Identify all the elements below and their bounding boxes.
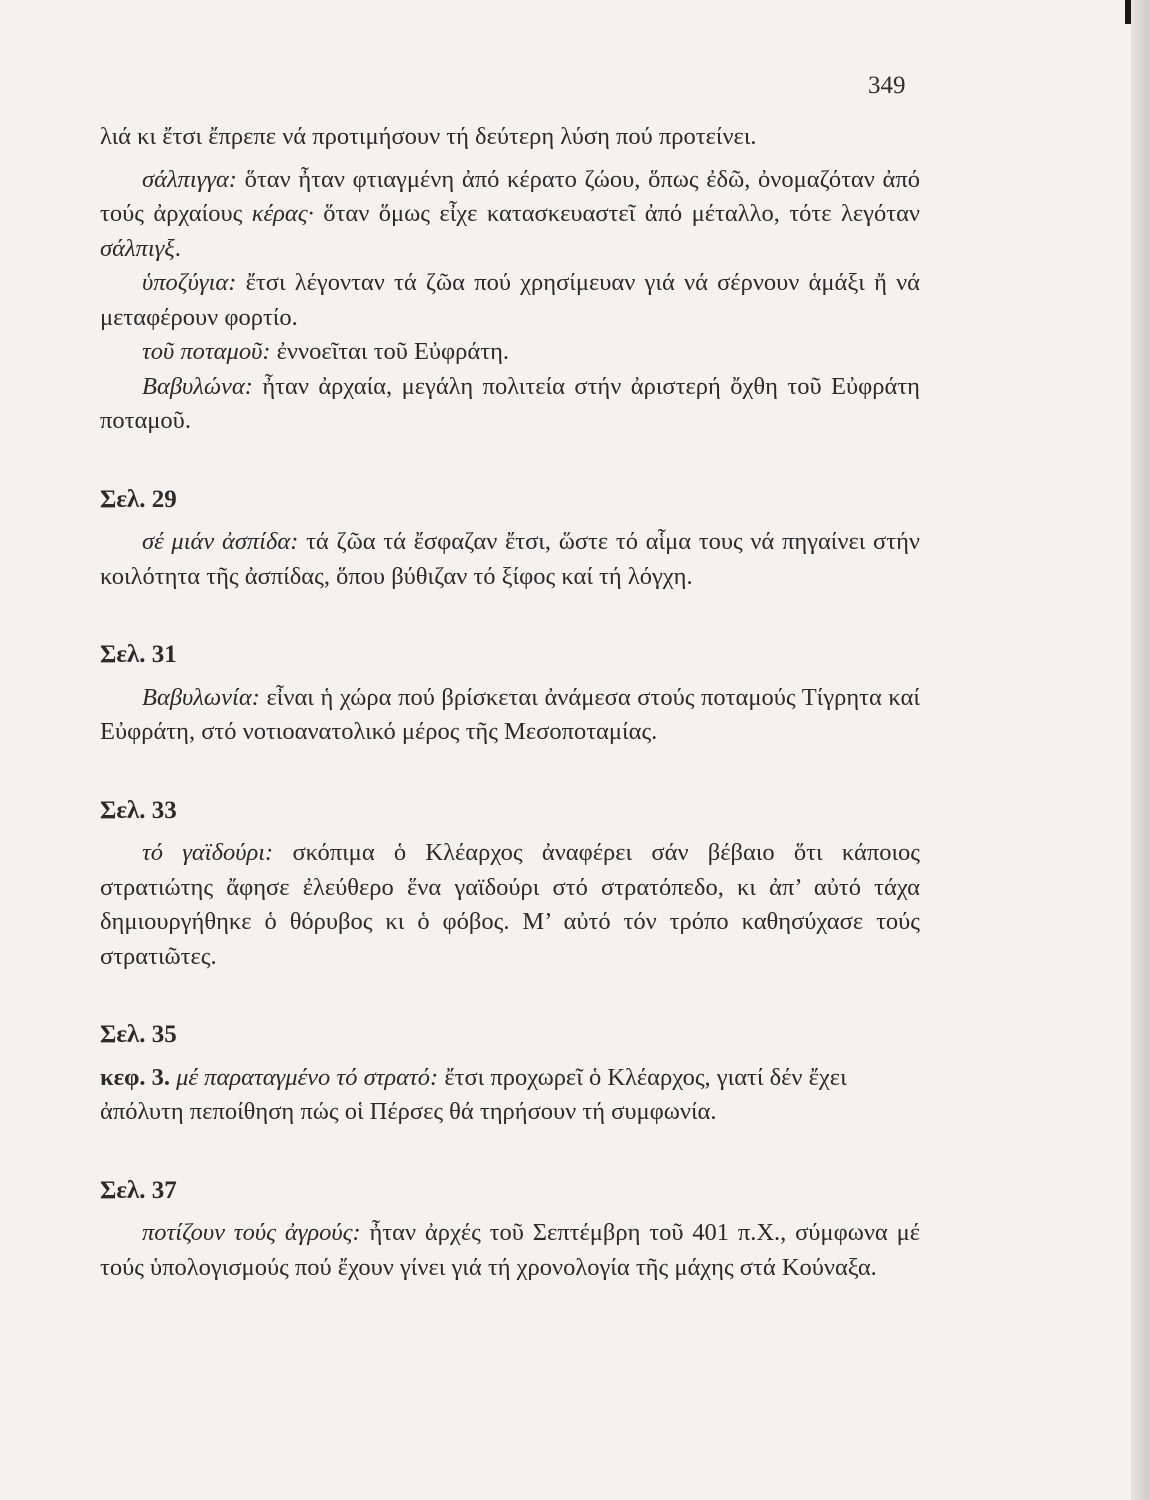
entry-text: ὅταν ἦταν φτιαγμένη ἀπό κέρατο ζώου, ὅπως ἐδῶ, ὀνομαζόταν ἀπό τούς ἀρχαίους [100, 165, 920, 227]
section-title-31: Σελ. 31 [100, 641, 177, 668]
entry-text: ἐννοεῖται τοῦ Εὐφράτη. [270, 338, 510, 365]
entry-ypozygia [100, 266, 920, 335]
page-content [100, 120, 920, 1285]
entry-term: σάλπιγγα: [142, 165, 237, 193]
entry-salpinx [100, 163, 920, 267]
entry-term: Βαβυλώνα: [142, 372, 253, 400]
entry-text-2: ὅταν ὅμως εἶχε κατασκευαστεῖ ἀπό μέταλλο, τότε λεγόταν [313, 200, 920, 227]
page-number: 349 [868, 72, 906, 99]
entry-babylonia [100, 681, 920, 750]
entry-term: τοῦ ποταμοῦ: [142, 338, 271, 365]
section-title-37: Σελ. 37 [100, 1176, 177, 1204]
intro-paragraph: λιά κι ἔτσι ἔπρεπε νά προτιμήσουν τή δεύτερη λύση πού προτείνει. [100, 123, 757, 150]
entry-text: ἦταν ἀρχές τοῦ Σεπτέμβρη τοῦ 401 π.Χ., σύμφωνα μέ τούς ὑπολογισμούς πού ἔχουν γίνει γιά τή χρονολογία τῆς μάχης στά Κούναξα. [100, 1219, 920, 1281]
chapter-label: κεφ. 3. [100, 1063, 170, 1091]
page-edge [1131, 0, 1149, 1500]
entry-term: σέ μιάν ἀσπίδα: [142, 528, 299, 555]
entry-text: ἔτσι προχωρεῖ ὁ Κλέαρχος, γιατί δέν ἔχει ἀπόλυτη πεποίθηση πώς οἱ Πέρσες θά τηρήσουν τή συμφωνία. [100, 1063, 847, 1125]
section-title-29: Σελ. 29 [100, 485, 177, 513]
entry-text: τά ζῶα τά ἔσφαζαν ἔτσι, ὥστε τό αἷμα τους νά πηγαίνει στήν κοιλότητα τῆς ἀσπίδας, ὅπου βύθιζαν τό ξίφος καί τή λόγχη. [100, 528, 920, 590]
entry-term-keras: κέρας· [251, 200, 314, 227]
section-title-35: Σελ. 35 [100, 1021, 177, 1048]
entry-parataxi [100, 1061, 920, 1130]
corner-mark [1125, 0, 1131, 24]
entry-term: ὑποζύγια: [142, 269, 237, 296]
entry-term: τό γαϊδούρι: [142, 839, 274, 866]
entry-aspida [100, 525, 920, 594]
entry-term-salpinx: σάλπιγξ [100, 234, 175, 262]
entry-term: ποτίζουν τούς ἀγρούς: [142, 1219, 361, 1246]
entry-gaidouri [100, 836, 920, 974]
entry-term: Βαβυλωνία: [142, 683, 260, 711]
entry-term: μέ παραταγμένο τό στρατό: [176, 1063, 439, 1091]
entry-text: εἶναι ἡ χώρα πού βρίσκεται ἀνάμεσα στούς ποταμούς Τίγρητα καί Εὐφράτη, στό νοτιοανατολικό μέρος τῆς Μεσοποταμίας. [100, 683, 920, 745]
entry-potamou [100, 335, 920, 370]
entry-text: ἦταν ἀρχαία, μεγάλη πολιτεία στήν ἀριστερή ὄχθη τοῦ Εὐφράτη ποταμοῦ. [100, 372, 920, 434]
entry-potizoun [100, 1216, 920, 1285]
entry-text-3: . [174, 234, 181, 262]
entry-text: σκόπιμα ὁ Κλέαρχος ἀναφέρει σάν βέβαιο ὅτι κάποιος στρατιώτης ἄφησε ἐλεύθερο ἕνα γαϊδούρι στό στρατόπεδο, κι ἀπ’ αὐτό τάχα δημιουργήθηκε ὁ θόρυβος κι ὁ φόβος. Μ’ αὐτό τόν τρόπο καθησύχασε τούς στρατιῶτες. [100, 839, 920, 970]
section-title-33: Σελ. 33 [100, 796, 177, 824]
entry-babylona [100, 370, 920, 439]
entry-text: ἔτσι λέγονταν τά ζῶα πού χρησίμευαν γιά νά σέρνουν ἁμάξι ἤ νά μεταφέρουν φορτίο. [100, 269, 920, 331]
